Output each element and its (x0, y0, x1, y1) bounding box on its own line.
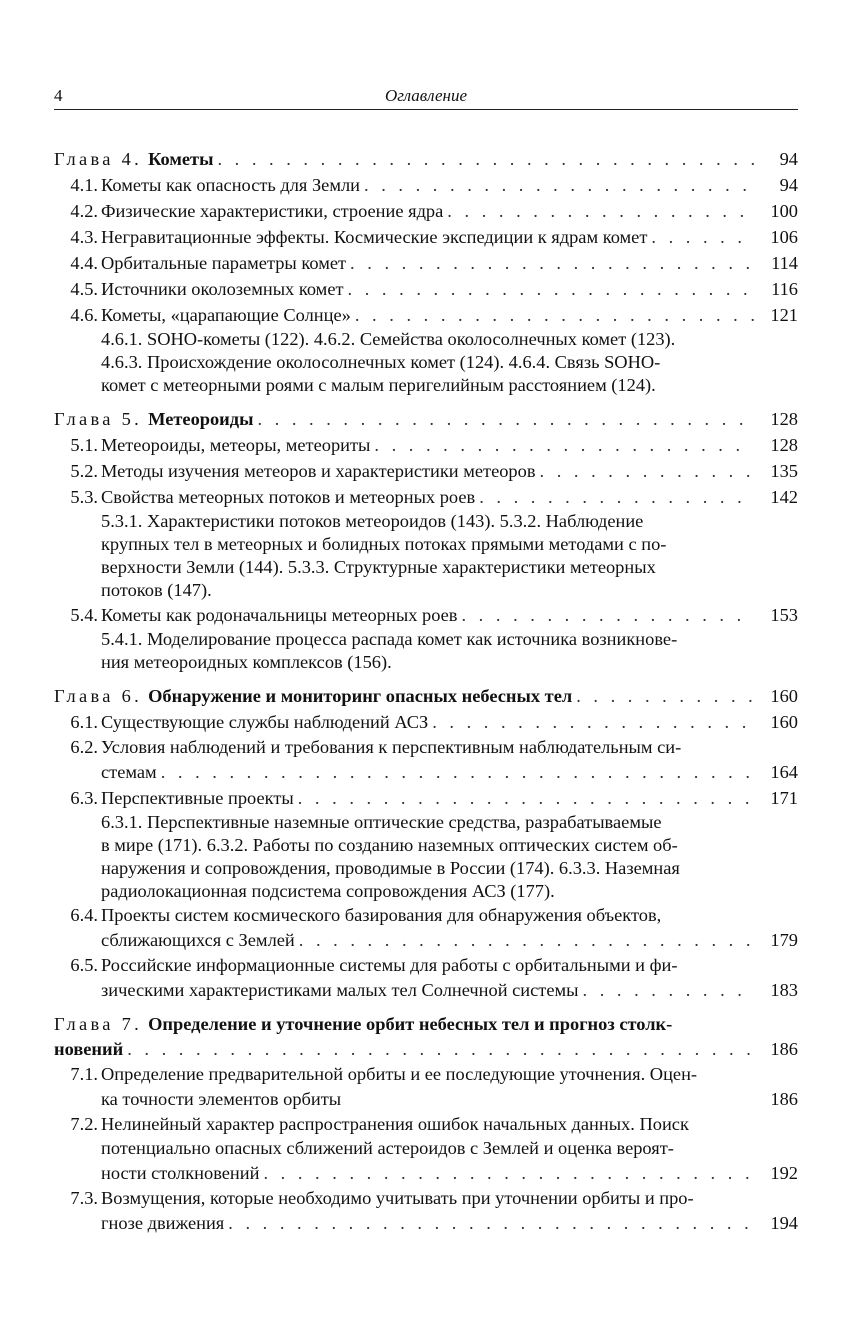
subsection-line: 4.6.3. Происхождение околосолнечных комет (124). 4.6.4. Связь SOHO- (101, 352, 661, 372)
leader-dots (479, 484, 754, 510)
section-number: 5.1. (70, 435, 98, 455)
toc-entry[interactable] (54, 250, 798, 276)
subsection-list (54, 628, 798, 674)
page-ref: 128 (770, 409, 798, 429)
section-title: Методы изучения метеоров и характеристики метеоров (101, 461, 536, 481)
leader-dots (355, 302, 754, 328)
section-title-line: Российские информационные системы для работы с орбитальными и фи- (101, 955, 678, 975)
toc-entry[interactable] (54, 224, 798, 250)
subsection-list (54, 510, 798, 602)
leader-dots (257, 406, 754, 432)
leader-dots (299, 927, 754, 953)
leader-dots (263, 1160, 754, 1186)
page-number: 4 (54, 86, 63, 105)
section-title-tail: стемам (101, 762, 157, 782)
subsection-line: верхности Земли (144). 5.3.3. Структурные характеристики метеорных (101, 557, 656, 577)
page-ref: 160 (770, 712, 798, 732)
subsection-line: ния метеороидных комплексов (156). (101, 652, 392, 672)
section-title-tail: сближающихся с Землей (101, 930, 295, 950)
subsection-line: наружения и сопровождения, проводимые в России (174). 6.3.3. Наземная (101, 858, 680, 878)
chapter-5 (54, 406, 798, 674)
toc-entry[interactable] (54, 484, 798, 510)
toc-entry[interactable] (54, 709, 798, 735)
leader-dots (461, 602, 754, 628)
subsection-line: в мире (171). 6.3.2. Работы по созданию наземных оптических систем об- (101, 835, 678, 855)
page-ref: 106 (770, 227, 798, 247)
toc-entry[interactable] (54, 172, 798, 198)
toc-entry[interactable] (54, 735, 798, 785)
section-number: 4.1. (70, 175, 98, 195)
chapter-heading[interactable] (54, 146, 798, 172)
section-title: Орбитальные параметры комет (101, 253, 347, 273)
section-title: Существующие службы наблюдений АСЗ (101, 712, 429, 732)
section-title-line: Нелинейный характер распространения ошибок начальных данных. Поиск (101, 1114, 689, 1134)
leader-dots (348, 276, 754, 302)
leader-dots (540, 458, 754, 484)
running-header (54, 86, 798, 110)
section-number: 4.5. (70, 279, 98, 299)
section-title-tail: ности столкновений (101, 1163, 260, 1183)
section-title-line: Условия наблюдений и требования к перспективным наблюдательным си- (101, 737, 682, 757)
section-number: 7.2. (70, 1114, 98, 1134)
section-title: Метеороиды, метеоры, метеориты (101, 435, 371, 455)
page-ref: 94 (779, 175, 798, 195)
page-ref: 94 (779, 149, 798, 169)
leader-dots (576, 683, 754, 709)
section-title-tail: зическими характеристиками малых тел Солнечной системы (101, 980, 579, 1000)
section-number: 4.3. (70, 227, 98, 247)
section-title: Источники околоземных комет (101, 279, 344, 299)
page-ref: 142 (770, 487, 798, 507)
toc-entry[interactable] (54, 953, 798, 1003)
chapter-label: Глава 7. (54, 1014, 143, 1034)
page-ref: 116 (771, 279, 798, 299)
chapter-label: Глава 5. (54, 409, 143, 429)
toc-entry[interactable] (54, 1062, 798, 1112)
section-title: Негравитационные эффекты. Космические экспедиции к ядрам комет (101, 227, 648, 247)
chapter-6 (54, 683, 798, 1003)
chapter-heading[interactable] (54, 406, 798, 432)
toc-entry[interactable] (54, 458, 798, 484)
section-title: Кометы как родоначальницы метеорных роев (101, 605, 458, 625)
section-number: 4.4. (70, 253, 98, 273)
page-ref: 171 (770, 788, 798, 808)
leader-dots (127, 1036, 754, 1062)
chapter-heading[interactable] (54, 683, 798, 709)
section-number: 7.3. (70, 1188, 98, 1208)
leader-dots (432, 709, 754, 735)
page-ref: 160 (770, 686, 798, 706)
leader-dots (161, 759, 754, 785)
leader-dots (350, 250, 754, 276)
chapter-title: Метеороиды (148, 409, 254, 429)
toc-entry[interactable] (54, 432, 798, 458)
page-ref: 114 (771, 253, 798, 273)
section-number: 6.4. (70, 905, 98, 925)
toc-entry[interactable] (54, 602, 798, 628)
toc-entry[interactable] (54, 302, 798, 328)
section-number: 4.6. (70, 305, 98, 325)
page-ref: 121 (770, 305, 798, 325)
chapter-7 (54, 1012, 798, 1236)
header-rule (54, 109, 798, 110)
page-ref: 183 (770, 980, 798, 1000)
chapter-title: Обнаружение и мониторинг опасных небесных тел (148, 686, 573, 706)
leader-dots (364, 172, 754, 198)
chapter-title-tail: новений (54, 1039, 124, 1059)
subsection-line: радиолокационная подсистема сопровождения АСЗ (177). (101, 881, 555, 901)
chapter-heading[interactable] (54, 1012, 798, 1062)
leader-dots (228, 1210, 754, 1236)
page-ref: 135 (770, 461, 798, 481)
page-ref: 192 (770, 1163, 798, 1183)
leader-dots (651, 224, 754, 250)
section-number: 6.3. (70, 788, 98, 808)
section-title-tail: гнозе движения (101, 1213, 225, 1233)
section-title-line: Определение предварительной орбиты и ее последующие уточнения. Оцен- (101, 1064, 698, 1084)
chapter-4 (54, 146, 798, 397)
page-ref: 164 (770, 762, 798, 782)
leader-dots (447, 198, 754, 224)
page-ref: 194 (770, 1213, 798, 1233)
section-number: 5.4. (70, 605, 98, 625)
leader-dots (217, 146, 754, 172)
leader-dots (298, 785, 754, 811)
subsection-line: комет с метеорными роями с малым перигелийным расстоянием (124). (101, 375, 656, 395)
section-number: 6.1. (70, 712, 98, 732)
subsection-line: 5.4.1. Моделирование процесса распада комет как источника возникнове- (101, 629, 678, 649)
subsection-list (54, 328, 798, 397)
page-ref: 100 (770, 201, 798, 221)
page-ref: 186 (770, 1089, 798, 1109)
running-title: Оглавление (384, 86, 468, 105)
toc-entry[interactable] (54, 1112, 798, 1186)
section-number: 6.2. (70, 737, 98, 757)
page-ref: 179 (770, 930, 798, 950)
section-number: 5.2. (70, 461, 98, 481)
toc-entry[interactable] (54, 276, 798, 302)
section-title: Перспективные проекты (101, 788, 294, 808)
section-number: 5.3. (70, 487, 98, 507)
subsection-list (54, 811, 798, 903)
section-number: 4.2. (70, 201, 98, 221)
leader-dots (583, 977, 754, 1003)
page-ref: 128 (770, 435, 798, 455)
section-number: 6.5. (70, 955, 98, 975)
page-ref: 153 (770, 605, 798, 625)
subsection-line: 6.3.1. Перспективные наземные оптические средства, разрабатываемые (101, 812, 662, 832)
table-of-contents (54, 146, 798, 1245)
toc-entry[interactable] (54, 1186, 798, 1236)
section-title-line: Возмущения, которые необходимо учитывать при уточнении орбиты и про- (101, 1188, 694, 1208)
section-title: Кометы, «царапающие Солнце» (101, 305, 351, 325)
chapter-title: Определение и уточнение орбит небесных тел и прогноз столк- (148, 1014, 673, 1034)
chapter-title: Кометы (148, 149, 214, 169)
subsection-line: 5.3.1. Характеристики потоков метеороидов (143). 5.3.2. Наблюдение (101, 511, 644, 531)
toc-entry[interactable] (54, 785, 798, 811)
toc-entry[interactable] (54, 903, 798, 953)
subsection-line: потоков (147). (101, 580, 212, 600)
chapter-label: Глава 4. (54, 149, 143, 169)
section-number: 7.1. (70, 1064, 98, 1084)
section-title-line: потенциально опасных сближений астероидов с Землей и оценка вероят- (101, 1138, 674, 1158)
section-title: Физические характеристики, строение ядра (101, 201, 444, 221)
section-title-line: Проекты систем космического базирования для обнаружения объектов, (101, 905, 662, 925)
subsection-line: 4.6.1. SOHO-кометы (122). 4.6.2. Семейства околосолнечных комет (123). (101, 329, 676, 349)
page-ref: 186 (770, 1039, 798, 1059)
section-title: Свойства метеорных потоков и метеорных роев (101, 487, 476, 507)
chapter-label: Глава 6. (54, 686, 143, 706)
section-title-tail: ка точности элементов орбиты (101, 1089, 342, 1109)
section-title: Кометы как опасность для Земли (101, 175, 361, 195)
subsection-line: крупных тел в метеорных и болидных потоках прямыми методами с по- (101, 534, 667, 554)
toc-entry[interactable] (54, 198, 798, 224)
leader-dots (374, 432, 754, 458)
